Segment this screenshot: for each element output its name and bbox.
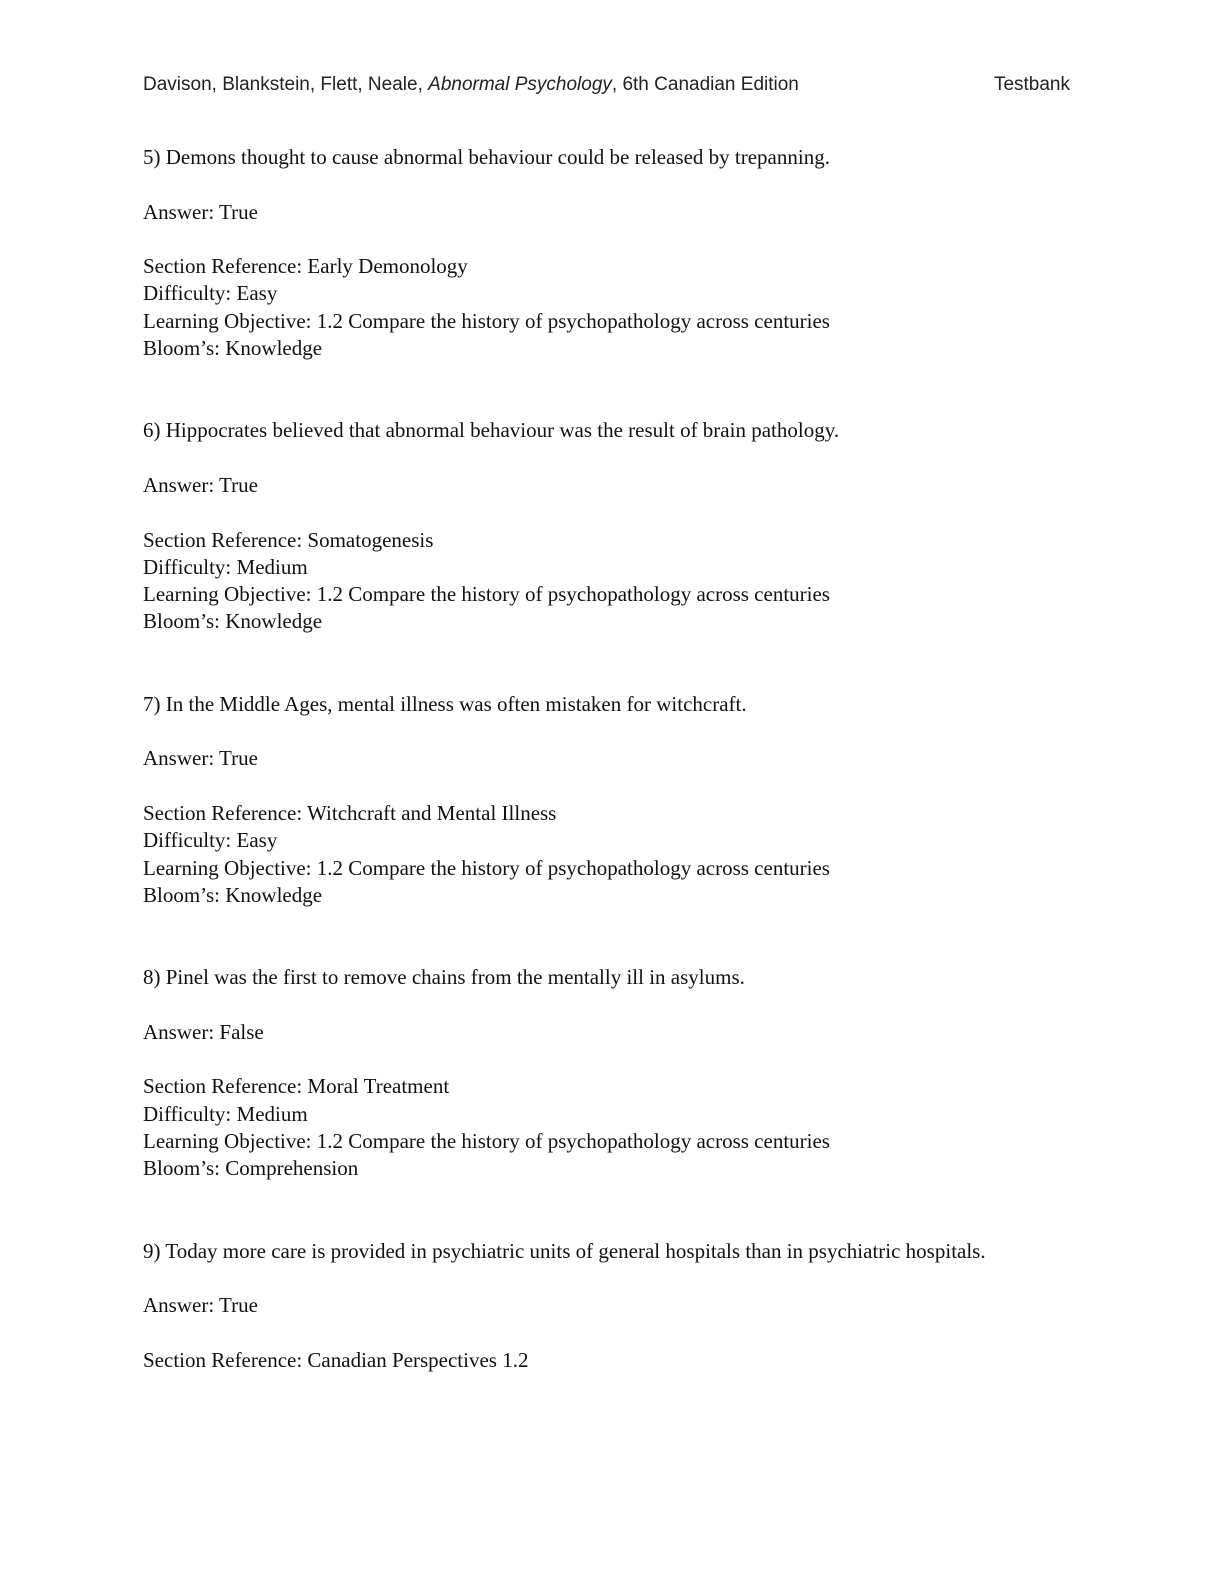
question-text: 9) Today more care is provided in psychiatric units of general hospitals than in psychiatric hospitals. bbox=[143, 1238, 986, 1263]
header-book-title: Abnormal Psychology bbox=[428, 74, 612, 95]
section-reference: Section Reference: Early Demonology bbox=[143, 254, 468, 279]
section-reference: Section Reference: Canadian Perspectives 1.2 bbox=[143, 1347, 529, 1372]
header-testbank-label: Testbank bbox=[993, 74, 1070, 95]
blooms-level: Bloom’s: Knowledge bbox=[143, 882, 323, 907]
question-text: 8) Pinel was the first to remove chains from the mentally ill in asylums. bbox=[143, 965, 745, 990]
question-item bbox=[143, 144, 1043, 362]
learning-objective: Learning Objective: 1.2 Compare the history of psychopathology across centuries bbox=[143, 855, 830, 880]
answer-text: Answer: True bbox=[143, 199, 258, 224]
question-metadata bbox=[143, 800, 1043, 909]
answer-text: Answer: True bbox=[143, 746, 258, 771]
question-text: 7) In the Middle Ages, mental illness was often mistaken for witchcraft. bbox=[143, 691, 747, 716]
question-metadata bbox=[143, 527, 1043, 636]
section-reference: Section Reference: Witchcraft and Mental Illness bbox=[143, 800, 557, 825]
answer-text: Answer: True bbox=[143, 472, 258, 497]
section-reference: Section Reference: Moral Treatment bbox=[143, 1074, 450, 1099]
question-metadata bbox=[143, 253, 1043, 362]
question-item bbox=[143, 417, 1043, 635]
header-edition: , 6th Canadian Edition bbox=[611, 74, 799, 95]
blooms-level: Bloom’s: Comprehension bbox=[143, 1156, 359, 1181]
question-item bbox=[143, 964, 1043, 1182]
learning-objective: Learning Objective: 1.2 Compare the history of psychopathology across centuries bbox=[143, 308, 830, 333]
question-metadata bbox=[143, 1073, 1043, 1182]
question-list bbox=[143, 144, 1043, 1374]
learning-objective: Learning Objective: 1.2 Compare the history of psychopathology across centuries bbox=[143, 582, 830, 607]
answer-text: Answer: True bbox=[143, 1293, 258, 1318]
difficulty: Difficulty: Medium bbox=[143, 1101, 308, 1126]
blooms-level: Bloom’s: Knowledge bbox=[143, 609, 323, 634]
question-text: 6) Hippocrates believed that abnormal behaviour was the result of brain pathology. bbox=[143, 418, 840, 443]
answer-text: Answer: False bbox=[143, 1019, 264, 1044]
header-authors: Davison, Blankstein, Flett, Neale, bbox=[143, 74, 429, 95]
question-text: 5) Demons thought to cause abnormal behaviour could be released by trepanning. bbox=[143, 145, 830, 169]
question-metadata bbox=[143, 1347, 1043, 1374]
difficulty: Difficulty: Easy bbox=[143, 281, 278, 306]
header-citation bbox=[143, 73, 799, 97]
difficulty: Difficulty: Medium bbox=[143, 554, 308, 579]
question-item bbox=[143, 1238, 1043, 1374]
difficulty: Difficulty: Easy bbox=[143, 828, 278, 853]
section-reference: Section Reference: Somatogenesis bbox=[143, 527, 434, 552]
learning-objective: Learning Objective: 1.2 Compare the history of psychopathology across centuries bbox=[143, 1128, 830, 1153]
question-item bbox=[143, 691, 1043, 909]
blooms-level: Bloom’s: Knowledge bbox=[143, 336, 323, 361]
